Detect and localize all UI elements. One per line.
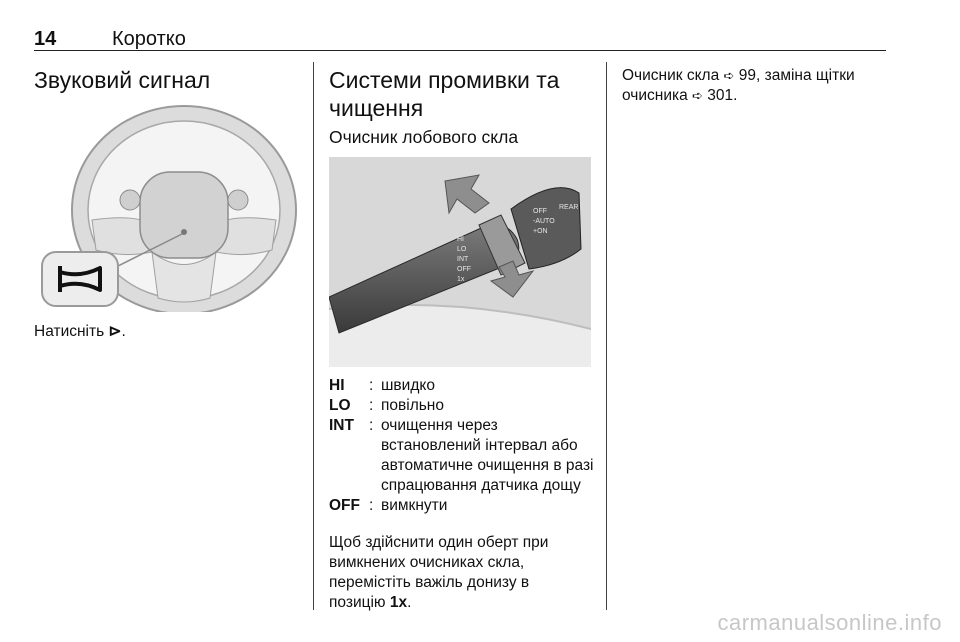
horn-instruction-suffix: . [121, 323, 126, 340]
definition-separator: : [369, 377, 374, 394]
definition-description: вимкнути [381, 497, 448, 514]
wipers-heading-line1: Системи промивки та [329, 67, 560, 93]
horn-heading: Звуковий сигнал [34, 67, 211, 93]
lever-label-off: OFF [457, 266, 471, 273]
cap-label-on: +ON [533, 228, 548, 235]
reference-line2 [622, 86, 884, 106]
cross-reference-arrow-icon: ➪ [723, 68, 735, 83]
wiper-lever-illustration [329, 157, 591, 367]
single-wipe-line4-prefix: позицію [329, 594, 386, 611]
wipers-heading [329, 66, 559, 122]
reference-line1-text: Очисник скла [622, 67, 720, 84]
watermark: carmanualsonline.info [717, 610, 942, 635]
single-wipe-paragraph [329, 533, 599, 613]
definition-row [329, 416, 599, 496]
reference-line1 [622, 66, 884, 86]
lever-label-1x: 1x [457, 276, 465, 283]
definition-separator: : [369, 397, 374, 414]
single-wipe-line3: перемістіть важіль донизу в [329, 574, 530, 591]
column-divider-1 [313, 62, 314, 610]
horn-instruction [34, 322, 126, 342]
wiper-reference-paragraph [622, 66, 884, 106]
single-wipe-line4 [329, 593, 599, 613]
horn-instruction-prefix: Натисніть [34, 323, 105, 340]
page-number: 14 [34, 28, 57, 50]
reference-line2-ref: 301. [707, 87, 738, 104]
reference-line1-ref: 99, заміна щітки [738, 67, 855, 84]
wipers-heading-line2: чищення [329, 95, 424, 121]
single-wipe-line2: вимкнених очисниках скла, [329, 554, 525, 571]
single-wipe-line1: Щоб здійснити один оберт при [329, 534, 549, 551]
reference-line2-text: очисника [622, 87, 688, 104]
definition-term: OFF [329, 497, 360, 514]
cap-label-off: OFF [533, 208, 547, 215]
definition-description: повільно [381, 397, 444, 414]
header-rule [34, 50, 886, 51]
definition-row [329, 496, 599, 516]
definition-description: швидко [381, 377, 435, 394]
single-wipe-line4-suffix: . [407, 594, 412, 611]
definition-description: очищення через встановлений інтервал або автоматичне очищення в разі спрацювання датчика дощу [381, 417, 594, 494]
windscreen-wiper-subheading: Очисник лобового скла [329, 127, 519, 147]
definition-row [329, 396, 599, 416]
definition-separator: : [369, 497, 374, 514]
definition-term: HI [329, 377, 345, 394]
lever-label-int: INT [457, 256, 469, 263]
column-divider-2 [606, 62, 607, 610]
cross-reference-arrow-icon: ➪ [692, 88, 703, 103]
single-wipe-position: 1x [389, 594, 408, 611]
page-header [34, 28, 886, 50]
definition-row [329, 376, 599, 396]
cap-label-auto: -AUTO [533, 218, 555, 225]
horn-icon: ⊳ [108, 323, 122, 340]
definition-term: LO [329, 397, 351, 414]
definition-term: INT [329, 417, 354, 434]
definition-separator: : [369, 417, 374, 434]
lever-label-hi: HI [457, 236, 464, 243]
running-title: Коротко [112, 28, 186, 50]
lever-label-lo: LO [457, 246, 467, 253]
steering-wheel-illustration [34, 102, 302, 312]
wiper-positions-list [329, 376, 599, 516]
cap-label-rear: REAR [559, 204, 579, 211]
